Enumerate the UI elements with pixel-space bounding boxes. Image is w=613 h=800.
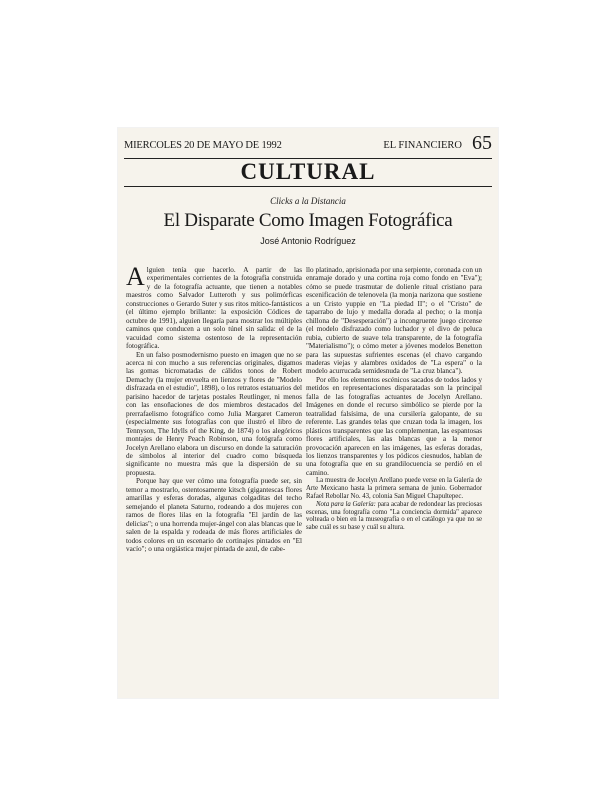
paragraph: En un falso posmodernismo puesto en imagen que no se acerca ni con mucho a sus referencias originales, digamos las gomas bicromatadas de cálidos tonos de Robert Demachy (la mujer envuelta en lienzos y flores de "Modelo disfrazada en el estudio", 1898), o los retratos estatuarios del parisino hacedor de tarjetas postales Reutlinger, ni menos con las ensoñaciones de dos miembros destacados del prerrafaelismo fotográfico como Julia Margaret Cameron (especialmente sus fotografías con que ilustró el libro de Tennyson, The Idylls of the King, de 1874) o los alegóricos montajes de Henry Peach Robinson, una fotógrafa como Jocelyn Arellano elabora un discurso en donde la saturación de símbolos al interior del cuadro como búsqueda significante no muestra más que la dispersión de su propuesta. [126,350,302,477]
gallery-note: Nota para la Galería: para acabar de redondear las preciosas escenas, una fotografía como "La conciencia dormida" aparece volteada o bien en la museografía o en el catálogo ya que no se sabe cuál es su base y cuál su altura. [306,500,482,532]
gallery-note-label: Nota para la Galería: [316,500,376,508]
article-column-right [306,266,482,532]
paragraph: Porque hay que ver cómo una fotografía puede ser, sin temor a mostrarlo, ostentosamente kitsch (gigantescas flores amarillas y esferas doradas, algunas colgaditas del techo semejando el planeta Saturno, rodeando a dos mujeres con ramos de flores lilas en la fotografía "El jardín de las delicias"; o una horrenda mujer-ángel con alas blancas que le salen de la espalda y rodeada de más flores artificiales de todos colores en un escenario de cortinajes pintados en "El vacío"; o una orgiástica mujer pintada de azul, de cabe- [126,477,302,553]
section-title: CULTURAL [240,159,376,184]
article-headline: El Disparate Como Imagen Fotográfica [163,210,453,231]
column-kicker: Clicks a la Distancia [270,196,346,206]
article-column-left [126,262,302,553]
newspaper-clipping [118,128,498,698]
paragraph: llo platinado, aprisionada por una serpiente, coronada con un enramaje dorado y una cortina roja como fondo en "Eva"); cómo se puede trasmutar de dolienle ritual cristiano para escenificación de telenovela (la monja narizona que sostiene a un Cristo yuppie en "La piedad II"; o el "Cristo" de taparrabo de lujo y medalla dorada al pecho; o la monja chillona de "Desesperación") a incongruente juego circense (el modelo disfrazado como luchador y el divo de peluca rubia, cubierto de suave tela transparente, de la fotografía "Materialismo"); o cómo meter a jóvenes modelos Benetton para las supuestas sufrientes escenas (el chavo cargando maderas viejas y alambres oxidados de "La espera" o la modelo acurrucada semidesnuda de "La cruz blanca"). [306,266,482,376]
article-byline: José Antonio Rodríguez [260,236,356,246]
drop-cap: A [126,262,145,291]
issue-date: MIERCOLES 20 DE MAYO DE 1992 [124,140,282,151]
masthead [122,134,492,156]
section-rule [124,186,492,187]
paragraph: Por ello los elementos escénicos sacados de todos lados y metidos en representaciones disparatadas son la principal falla de las fotografías actuantes de Jocelyn Arellano. Imágenes en donde el recurso simbólico se pierde por la teatralidad falsísima, de una cursilería galopante, de su referente. Las grandes telas que cruzan toda la imagen, los plásticos transparentes que las complementan, las espantosas flores artificiales, las alas blancas que a la menor provocación aparecen en las imágenes, las esferas doradas, los lienzos transparentes y los pódicos ciesnudos, hablan de una fotografía que en su grandilocuencia se perdió en el camino. [306,375,482,477]
newspaper-name: EL FINANCIERO [383,140,462,151]
paragraph: Alguien tenía que hacerlo. A partir de las experimentales corrientes de la fotografía construida y de la fotografía actuante, que tienen a notables maestros como Salvador Lutteroth y sus polimórficas construcciones o Gerardo Suter y sus ritos mítico-fantásticos (el último ejemplo brillante: la exposición Códices de octubre de 1991), alguien llegaría para mostrar los múltiples caminos que conducen a un solo túnel sin salida: el de la vacuidad como sistema ostentoso de la representación fotográfica. [126,262,302,351]
exhibition-note: La muestra de Jocelyn Arellano puede verse en la Galería de Arte Mexicano hasta la primera semana de junio. Gobernador Rafael Rebollar No. 43, colonia San Miguel Chapultepec. [306,477,482,500]
page-number: 65 [472,132,492,154]
